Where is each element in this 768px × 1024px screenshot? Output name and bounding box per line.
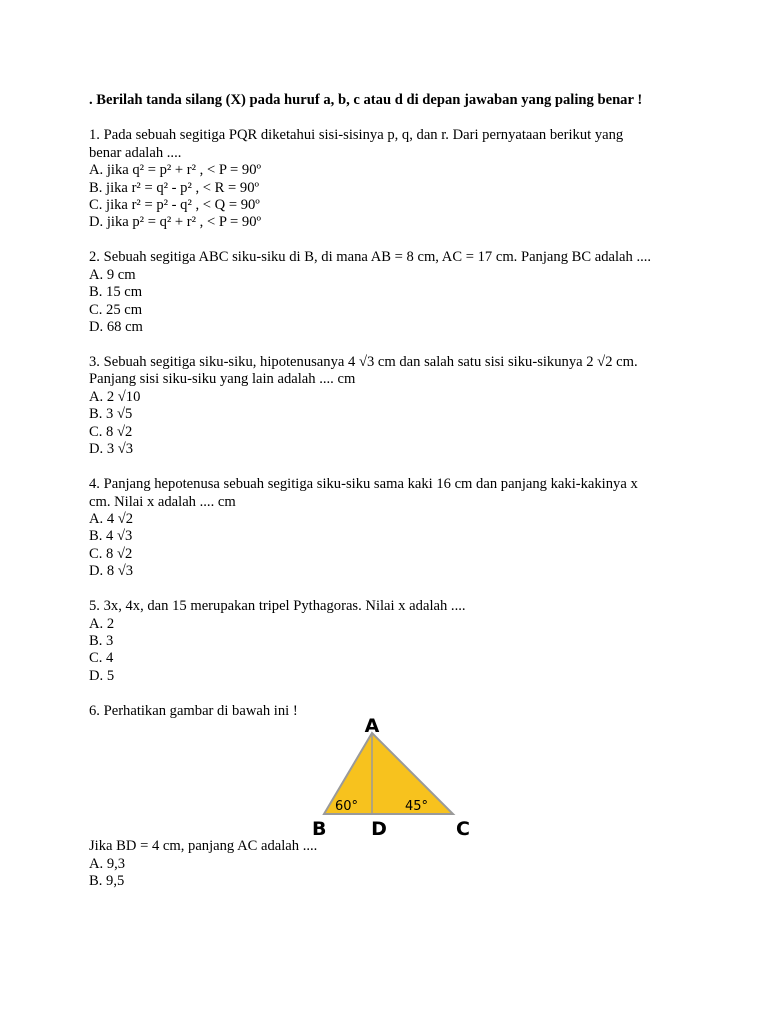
option-b: B. 15 cm bbox=[89, 284, 143, 301]
option-b: B. 3 √5 bbox=[89, 406, 133, 423]
option-b: B. 4 √3 bbox=[89, 528, 133, 545]
option-b: B. 9,5 bbox=[89, 872, 125, 889]
option-c: C. jika r² = p² - q² , < Q = 90º bbox=[89, 197, 260, 214]
question-text: Panjang sisi siku-siku yang lain adalah .... cm bbox=[89, 371, 356, 388]
question-text: 4. Panjang hepotenusa sebuah segitiga siku-siku sama kaki 16 cm dan panjang kaki-kakinya x bbox=[89, 476, 638, 493]
vertex-label-c: C bbox=[456, 818, 470, 839]
vertex-label-d: D bbox=[371, 818, 387, 839]
vertex-label-a: A bbox=[364, 718, 380, 738]
question-2 bbox=[89, 249, 689, 336]
question-text: benar adalah .... bbox=[89, 144, 182, 161]
instruction-text: . Berilah tanda silang (X) pada huruf a, b, c atau d di depan jawaban yang paling benar ! bbox=[89, 92, 643, 108]
triangle-diagram bbox=[311, 718, 511, 838]
question-text: Jika BD = 4 cm, panjang AC adalah .... bbox=[89, 838, 318, 855]
option-a: A. 9,3 bbox=[89, 855, 126, 872]
option-a: A. jika q² = p² + r² , < P = 90º bbox=[89, 162, 262, 179]
question-4 bbox=[89, 476, 689, 580]
question-text: 1. Pada sebuah segitiga PQR diketahui sisi-sisinya p, q, dan r. Dari pernyataan berikut yang bbox=[89, 127, 624, 144]
option-b: B. jika r² = q² - p² , < R = 90º bbox=[89, 179, 260, 196]
question-text: 6. Perhatikan gambar di bawah ini ! bbox=[89, 702, 298, 719]
question-1 bbox=[89, 127, 689, 231]
question-text: 5. 3x, 4x, dan 15 merupakan tripel Pythagoras. Nilai x adalah .... bbox=[89, 598, 466, 615]
angle-label-b: 60° bbox=[335, 799, 359, 815]
question-text: 2. Sebuah segitiga ABC siku-siku di B, di mana AB = 8 cm, AC = 17 cm. Panjang BC adalah .... bbox=[89, 249, 652, 266]
option-d: D. 3 √3 bbox=[89, 441, 134, 458]
option-d: D. 8 √3 bbox=[89, 563, 134, 580]
option-d: D. jika p² = q² + r² , < P = 90º bbox=[89, 214, 262, 231]
question-3 bbox=[89, 354, 689, 458]
question-6 bbox=[89, 703, 689, 891]
question-text: cm. Nilai x adalah .... cm bbox=[89, 493, 236, 510]
triangle-figure bbox=[311, 718, 511, 838]
option-a: A. 2 bbox=[89, 615, 115, 632]
option-a: A. 9 cm bbox=[89, 266, 136, 283]
option-c: C. 8 √2 bbox=[89, 545, 133, 562]
option-d: D. 5 bbox=[89, 667, 115, 684]
option-c: C. 25 cm bbox=[89, 301, 143, 318]
option-d: D. 68 cm bbox=[89, 319, 143, 336]
option-a: A. 4 √2 bbox=[89, 510, 134, 527]
option-b: B. 3 bbox=[89, 632, 114, 649]
option-c: C. 4 bbox=[89, 650, 114, 667]
question-text: 3. Sebuah segitiga siku-siku, hipotenusanya 4 √3 cm dan salah satu sisi siku-sikunya 2 √2 cm. bbox=[89, 354, 638, 371]
question-5 bbox=[89, 598, 689, 685]
vertex-label-b: B bbox=[312, 818, 327, 839]
document-page bbox=[89, 92, 689, 908]
option-c: C. 8 √2 bbox=[89, 423, 133, 440]
angle-label-c: 45° bbox=[405, 799, 429, 815]
option-a: A. 2 √10 bbox=[89, 388, 141, 405]
